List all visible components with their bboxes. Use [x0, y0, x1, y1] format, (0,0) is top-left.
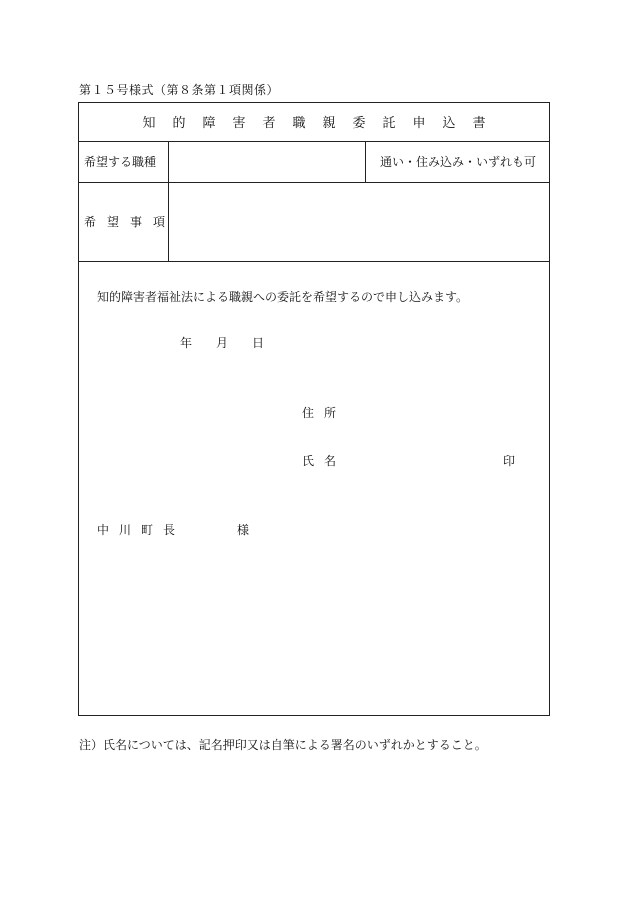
application-statement: 知的障害者福祉法による職親への委託を希望するので申し込みます。	[97, 290, 469, 304]
form-title: 知的障害者職親委託申込書	[142, 116, 503, 131]
name-label: 氏名	[302, 454, 347, 468]
divider-title	[78, 141, 550, 142]
wishes-field[interactable]	[172, 185, 546, 257]
divider-wishes	[78, 261, 550, 262]
wishes-label: 希望事項	[84, 215, 177, 229]
label-column-divider	[168, 141, 169, 261]
date-month-label: 月	[216, 336, 229, 350]
footnote: 注）氏名については、記名押印又は自筆による署名のいずれかとすること。	[79, 738, 487, 752]
date-year-label: 年	[180, 336, 193, 350]
seal-label: 印	[503, 454, 516, 468]
recipient-name: 中川町長	[97, 523, 186, 537]
options-column-divider	[365, 141, 366, 182]
address-label: 住所	[302, 406, 347, 420]
date-day-label: 日	[252, 336, 265, 350]
occupation-options: 通い・住み込み・いずれも可	[380, 155, 537, 169]
form-number-label: 第１５号様式（第８条第１項関係）	[79, 83, 280, 97]
honorific: 様	[237, 523, 250, 537]
occupation-field[interactable]	[172, 144, 362, 180]
occupation-label: 希望する職種	[84, 155, 157, 169]
divider-occupation	[78, 182, 550, 183]
